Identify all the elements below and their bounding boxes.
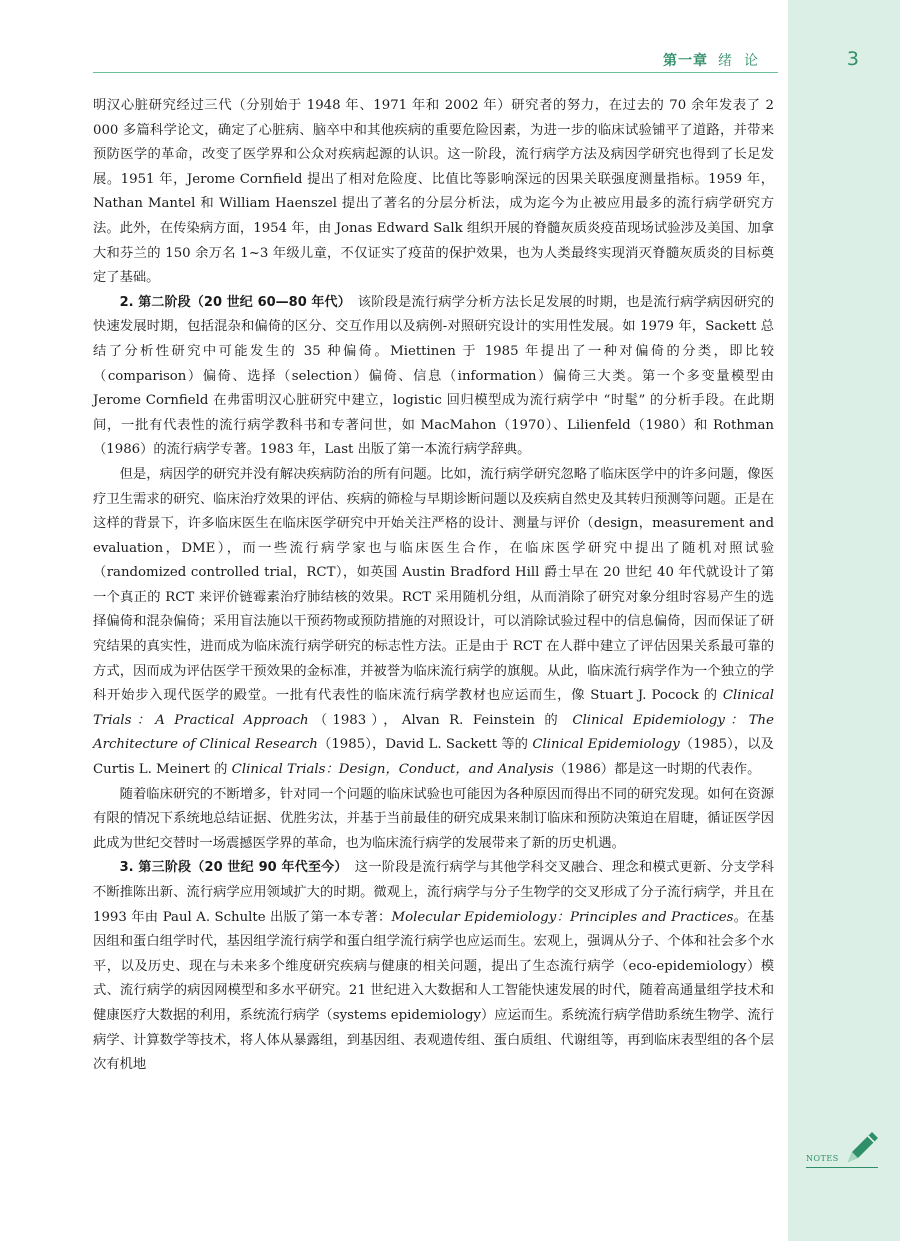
running-header [560, 50, 770, 70]
book-title-2: Clinical Epidemiology：The Architecture of Clinical Research [93, 712, 774, 753]
margin-notes-sidebar [788, 0, 900, 1241]
notes-underline [806, 1167, 878, 1168]
section-heading-3: 3. 第三阶段（20 世纪 90 年代至今） [119, 860, 342, 876]
paragraph-2-body: 该阶段是流行病学分析方法长足发展的时期，也是流行病学病因研究的快速发展时期，包括混杂和偏倚的区分、交互作用以及病例-对照研究设计的实用性发展。如 1979 年，Sackett 总结了分析性研究中可能发生的 35 种偏倚。Miettinen 于 1985 年提出了一种对偏倚的分类，即比较（comparison）偏倚、选择（selection）偏倚、信息（information）偏倚三大类。第一个多变量模型由 Jerome Cornfield 在弗雷明汉心脏研究中建立，logistic 回归模型成为流行病学中 “时髦” 的分析手段。在此期间，一批有代表性的流行病学教科书和专著问世，如 MacMahon（1970）、Lilienfeld（1980）和 Rothman（1986）的流行病学专著。1983 年，Last 出版了第一本流行病学辞典。 [93, 294, 775, 458]
paragraph-3-text-b: （1983），Alvan R. Feinstein 的 [308, 712, 573, 728]
page-number: 3 [846, 48, 859, 70]
section-heading-2: 2. 第二阶段（20 世纪 60—80 年代） [119, 294, 345, 310]
paragraph-3 [93, 463, 774, 783]
chapter-number: 第一章 [663, 53, 708, 69]
chapter-title: 绪论 [718, 53, 770, 69]
book-title-3: Clinical Epidemiology [532, 737, 680, 753]
book-title-4: Clinical Trials：Design，Conduct，and Analysis [231, 762, 554, 778]
paragraph-5-text-a: 这一阶段是流行病学与其他学科交叉融合、理念和模式更新、分支学科不断推陈出新、流行病学应用领域扩大的时期。微观上，流行病学与分子生物学的交叉形成了分子流行病学，并且在 1993 年由 Paul A. Schulte 出版了第一本专著： [93, 860, 775, 925]
paragraph-3-text-a: 但是，病因学的研究并没有解决疾病防治的所有问题。比如，流行病学研究忽略了临床医学中的许多问题，像医疗卫生需求的研究、临床治疗效果的评估、疾病的筛检与早期诊断问题以及疾病自然史及其转归预测等问题。正是在这样的背景下，许多临床医生在临床医学研究中开始关注严格的设计、测量与评价（design，measurement and evaluation，DME），而一些流行病学家也与临床医生合作，在临床医学研究中提出了随机对照试验（randomized controlled trial，RCT），如英国 Austin Bradford Hill 爵士早在 20 世纪 40 年代就设计了第一个真正的 RCT 来评价链霉素治疗肺结核的效果。RCT 采用随机分组，从而消除了研究对象分组时容易产生的选择偏倚和混杂偏倚；采用盲法施以干预药物或预防措施的对照设计，可以消除试验过程中的信息偏倚，因而保证了研究结果的真实性，进而成为临床流行病学研究的标志性方法。正是由于 RCT 在人群中建立了评估因果关系最可靠的方式，因而成为评估医学干预效果的金标准，并被誉为临床流行病学的旗舰。从此，临床流行病学作为一个独立的学科开始步入现代医学的殿堂。一批有代表性的临床流行病学教材也应运而生，像 Stuart J. Pocock 的 [93, 466, 774, 704]
header-rule [93, 72, 778, 73]
notes-label: NOTES [806, 1154, 839, 1163]
notes-marker [806, 1128, 886, 1178]
paragraph-5-text-b: 。在基因组和蛋白组学时代，基因组学流行病学和蛋白组学流行病学也应运而生。宏观上，强调从分子、个体和社会多个水平，以及历史、现在与未来多个维度研究疾病与健康的相关问题，提出了生态流行病学（eco-epidemiology）模式、流行病学的病因网模型和多水平研究。21 世纪进入大数据和人工智能快速发展的时代，随着高通量组学技术和健康医疗大数据的利用，系统流行病学（systems epidemiology）应运而生。系统流行病学借助系统生物学、流行病学、计算数学等技术，将人体从暴露组，到基因组、表观遗传组、蛋白质组、代谢组等，再到临床表型组的各个层次有机地 [93, 909, 774, 1073]
paragraph-1: 明汉心脏研究经过三代（分别始于 1948 年、1971 年和 2002 年）研究者的努力，在过去的 70 余年发表了 2 000 多篇科学论文，确定了心脏病、脑卒中和其他疾病的重要危险因素，为进一步的临床试验铺平了道路，并带来预防医学的革命，改变了医学界和公众对疾病起源的认识。这一阶段，流行病学方法及病因学研究也得到了长足发展。1951 年，Jerome Cornfield 提出了相对危险度、比值比等影响深远的因果关联强度测量指标。1959 年，Nathan Mantel 和 William Haenszel 提出了著名的分层分析法，成为迄今为止被应用最多的流行病学研究方法。此外，在传染病方面，1954 年，由 Jonas Edward Salk 组织开展的脊髓灰质炎疫苗现场试验涉及美国、加拿大和芬兰的 150 余万名 1~3 年级儿童，不仅证实了疫苗的保护效果，也为人类最终实现消灭脊髓灰质炎的目标奠定了基础。 [93, 98, 774, 286]
book-title-1: Clinical Trials：A Practical Approach [93, 688, 774, 728]
paragraph-3-text-d: （1985），以及 Curtis L. Meinert 的 [93, 737, 774, 778]
paragraph-3-text-e: （1986）都是这一时期的代表作。 [553, 762, 761, 778]
paragraph-2 [93, 291, 774, 463]
body-text [93, 94, 774, 1078]
paragraph-5 [93, 856, 774, 1077]
book-title-5: Molecular Epidemiology：Principles and Practices [391, 909, 734, 925]
pen-icon [842, 1128, 882, 1168]
paragraph-3-text-c: （1985），David L. Sackett 等的 [317, 737, 533, 753]
paragraph-4: 随着临床研究的不断增多，针对同一个问题的临床试验也可能因为各种原因而得出不同的研究发现。如何在资源有限的情况下系统地总结证据、优胜劣汰，并基于当前最佳的研究成果来制订临床和预防决策迫在眉睫，循证医学因此成为世纪交替时一场震撼医学界的革命，也为临床流行病学的发展带来了新的历史机遇。 [93, 786, 774, 851]
